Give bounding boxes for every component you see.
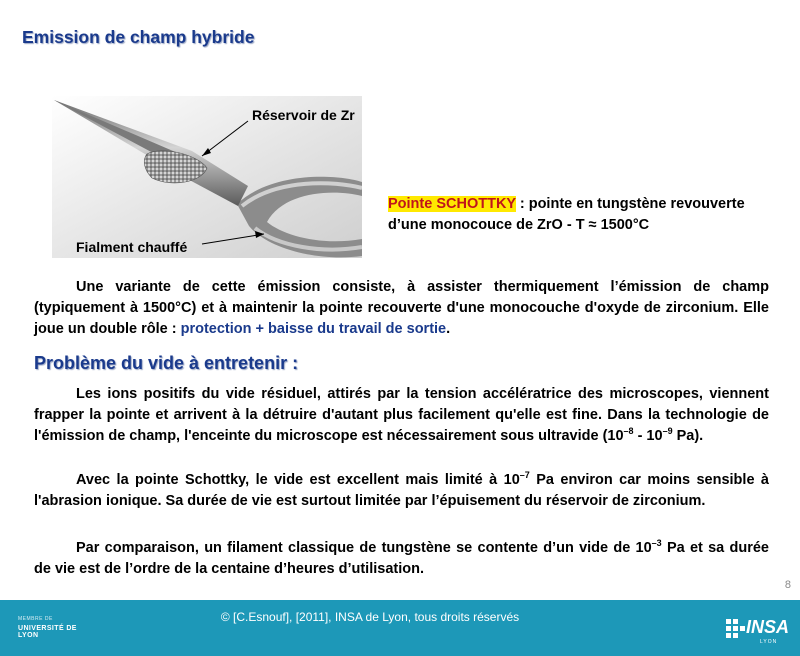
insa-grid-icon [724, 615, 746, 645]
insa-logo-subtext: LYON [760, 639, 778, 645]
university-logo-line1: MEMBRE DE [18, 616, 53, 622]
p2-text: Les ions positifs du vide résiduel, attirés par la tension accélératrice des microscopes, viennent frapper la pointe et arrivent à la détruire d'autant plus facilement qu'elle est fine. Dans la technologie de l'émission de champ, l'enceinte du microscope est nécessairement sous ultravide (10 [34, 386, 769, 444]
p4-exponent: –3 [651, 538, 662, 549]
p1-text: Une variante de cette émission consiste, à assister thermiquement l’émission de champ (typiquement à 1500°C) et à maintenir la pointe recouverte d'une monocouche d'oxyde de zirconium. Elle joue un double rôle : [34, 279, 769, 337]
copyright-notice: © [C.Esnouf], [2011], INSA de Lyon, tous droits réservés [220, 610, 520, 624]
insa-logo-text: INSA [746, 617, 790, 637]
p3-exponent: –7 [519, 470, 530, 481]
paragraph-variant [34, 277, 769, 340]
paragraph-comparison [34, 538, 769, 580]
p4-start: Par comparaison, un filament classique de tungstène se contente d’un vide de 10 [76, 540, 652, 556]
p3-start: Avec la pointe Schottky, le vide est excellent mais limité à 10 [76, 472, 520, 488]
p2-mid: - 10 [633, 428, 663, 444]
paragraph-ions [34, 384, 769, 447]
reservoir-label: Réservoir de Zr [252, 107, 355, 123]
insa-logo [724, 615, 794, 649]
p2-exponent-2: –9 [662, 426, 673, 437]
schottky-highlight: Pointe SCHOTTKY [388, 196, 516, 212]
paragraph-schottky-vacuum [34, 470, 769, 512]
filament-label: Fialment chauffé [76, 239, 188, 255]
p2-end: Pa). [672, 428, 704, 444]
p1-end: . [446, 321, 451, 337]
slide-title: Emission de champ hybride [22, 27, 255, 47]
footer-bar [0, 600, 800, 656]
university-logo-line2: UNIVERSITÉ DE LYON [18, 625, 77, 639]
schottky-text: : pointe en tungstène revouverte d’une monocouce de ZrO - T ≈ 1500°C [388, 196, 745, 233]
page-number: 8 [784, 579, 791, 591]
p3-end: Pa environ car moins sensible à l'abrasion ionique. Sa durée de vie est surtout limitée par l’épuisement du réservoir de zirconium. [34, 472, 769, 509]
p4-end: Pa et sa durée de vie est de l’ordre de la centaine d’heures d’utilisation. [34, 540, 769, 577]
section-heading: Problème du vide à entretenir : [34, 353, 299, 373]
p1-emphasis: protection + baisse du travail de sortie [180, 321, 447, 337]
p2-exponent-1: –8 [623, 426, 634, 437]
university-logo [18, 616, 78, 638]
schottky-description [388, 194, 758, 236]
